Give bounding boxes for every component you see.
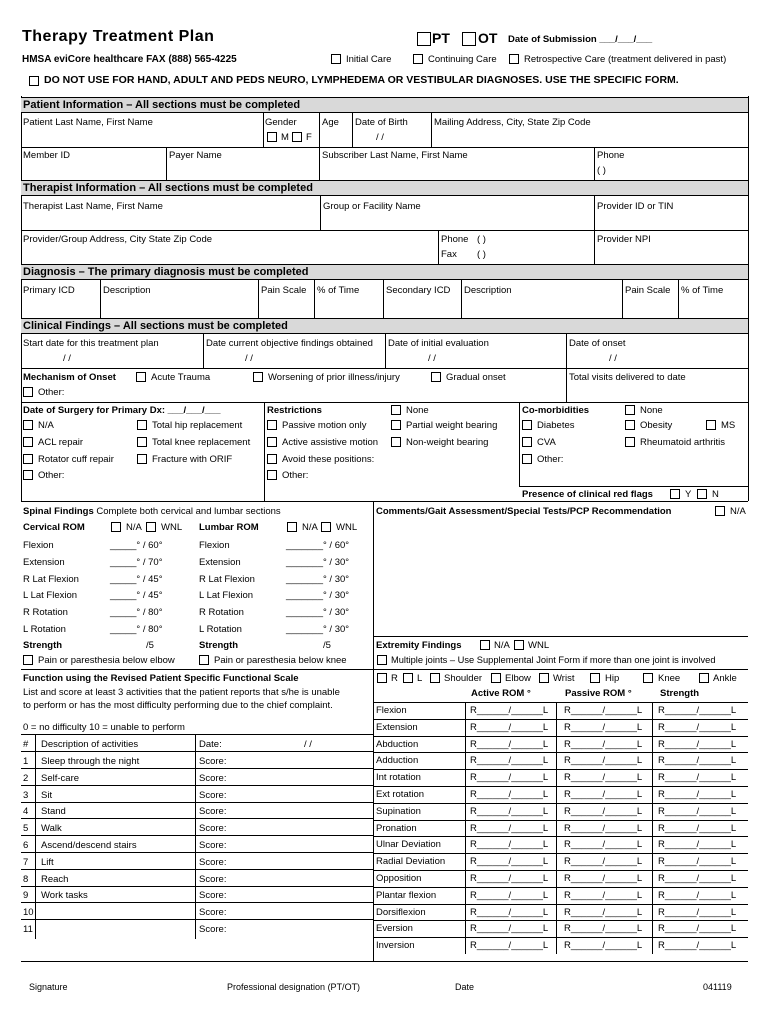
current-findings-date-label: Date current objective findings obtained [206,338,373,349]
comorbidities-label: Co-morbidities [522,405,590,416]
gender-m-label: M [281,132,289,143]
restrictions-none-checkbox[interactable] [391,405,401,415]
member-id-label: Member ID [23,150,70,161]
psfs-instruction-2: to perform or has the most difficulty performing due to the chief complaint. [23,700,333,711]
joint-elbow-label: Elbow [505,673,531,684]
active-rom-header: Active ROM ° [471,688,531,699]
extremity-heading: Extremity Findings [376,640,462,651]
strength-cell[interactable]: R______/______L [658,705,737,716]
active-rom-cell[interactable]: R______/______L [470,856,549,867]
acute-trauma-checkbox[interactable] [136,372,146,382]
active-rom-cell[interactable]: R______/______L [470,940,549,951]
psfs-row-score[interactable]: Score: [199,924,227,935]
gradual-onset-checkbox[interactable] [431,372,441,382]
active-rom-cell[interactable]: R______/______L [470,772,549,783]
surgery-na-checkbox[interactable] [23,420,33,430]
restrictions-other-checkbox[interactable] [267,470,277,480]
extremity-motion-label: Flexion [376,705,407,716]
fracture-orif-label: Fracture with ORIF [152,454,233,465]
acl-repair-checkbox[interactable] [23,437,33,447]
active-rom-cell[interactable]: R______/______L [470,923,549,934]
designation-label: Professional designation (PT/OT) [227,982,361,992]
footer-date-label: Date [455,982,475,992]
wrist-checkbox[interactable] [539,673,549,683]
obesity-checkbox[interactable] [625,420,635,430]
red-flags-n-checkbox[interactable] [697,489,707,499]
psfs-row-activity[interactable]: Reach [41,874,69,885]
psfs-row-activity[interactable]: Lift [41,857,54,868]
total-knee-label: Total knee replacement [152,437,251,448]
patient-phone-label: Phone [597,150,625,161]
extremity-motion-label: Opposition [376,873,422,884]
cervical-strength-value[interactable]: /5 [146,640,154,651]
worsening-checkbox[interactable] [253,372,263,382]
mechanism-label: Mechanism of Onset [23,372,116,383]
therapist-fax-label: Fax [441,249,457,260]
fax-line: HMSA eviCore healthcare FAX (888) 565-4225 [22,54,237,65]
psfs-row-number: 7 [23,857,29,868]
cervical-row-value[interactable]: _____° / 45° [110,574,163,585]
rotator-cuff-checkbox[interactable] [23,454,33,464]
pain-below-elbow-label: Pain or paresthesia below elbow [38,655,175,666]
therapist-name-label: Therapist Last Name, First Name [23,201,163,212]
partial-weight-checkbox[interactable] [391,420,401,430]
psfs-row-number: 11 [23,924,33,935]
start-date-slashes[interactable]: / / [63,353,71,364]
start-date-label: Start date for this treatment plan [23,338,159,349]
pt-checkbox[interactable] [417,32,431,46]
retrospective-care-label: Retrospective Care (treatment delivered in past) [524,54,727,65]
comments-na-checkbox[interactable] [715,506,725,516]
psfs-date-label: Date: [199,739,222,750]
side-l-checkbox[interactable] [403,673,413,683]
psfs-row-score[interactable]: Score: [199,857,227,868]
cervical-row-value[interactable]: _____° / 60° [110,540,163,551]
warning-checkbox [29,76,39,86]
cervical-wnl-label: WNL [161,522,183,533]
mechanism-other-checkbox[interactable] [23,387,33,397]
strength-header: Strength [660,688,700,699]
ot-checkbox[interactable] [462,32,476,46]
strength-cell[interactable]: R______/______L [658,722,737,733]
joint-hip-label: Hip [605,673,620,684]
cva-checkbox[interactable] [522,437,532,447]
diabetes-checkbox[interactable] [522,420,532,430]
passive-rom-cell[interactable]: R______/______L [564,923,643,934]
mechanism-other-label: Other: [38,387,65,398]
extremity-wnl-label: WNL [528,640,550,651]
cervical-na-checkbox[interactable] [111,522,121,532]
psfs-row-score[interactable]: Score: [199,840,227,851]
joint-knee-label: Knee [658,673,681,684]
initial-eval-label: Date of initial evaluation [388,338,489,349]
strength-cell[interactable]: R______/______L [658,923,737,934]
extremity-motion-label: Abduction [376,739,419,750]
psfs-row-activity[interactable]: Stand [41,806,66,817]
provider-id-label: Provider ID or TIN [597,201,674,212]
lumbar-row-value[interactable]: _______° / 30° [286,624,350,635]
joint-wrist-label: Wrist [553,673,575,684]
cervical-strength-label: Strength [23,640,63,651]
signature-label: Signature [29,982,68,992]
total-hip-label: Total hip replacement [152,420,243,431]
gender-f-checkbox[interactable] [292,132,302,142]
passive-rom-cell[interactable]: R______/______L [564,839,643,850]
surgery-other-label: Other: [38,470,65,481]
therapist-section-heading: Therapist Information – All sections must be completed [21,180,748,196]
psfs-row-score[interactable]: Score: [199,773,227,784]
pain-below-knee-checkbox[interactable] [199,655,209,665]
psfs-row-number: 10 [23,907,34,918]
multiple-joints-checkbox[interactable] [377,655,387,665]
payer-name-label: Payer Name [169,150,222,161]
extremity-na-checkbox[interactable] [480,640,490,650]
gender-label: Gender [265,117,297,128]
psfs-row-activity[interactable]: Walk [41,823,62,834]
extremity-motion-label: Radial Deviation [376,856,446,867]
lumbar-wnl-label: WNL [336,522,358,533]
passive-rom-cell[interactable]: R______/______L [564,806,643,817]
avoid-positions-label: Avoid these positions: [282,454,375,465]
strength-cell[interactable]: R______/______L [658,890,737,901]
lumbar-rom-label: Lumbar ROM [199,522,259,533]
age-label: Age [322,117,339,128]
therapist-phone-paren[interactable]: ( ) [477,234,486,245]
primary-icd-label: Primary ICD [23,285,75,296]
surgery-other-checkbox[interactable] [23,470,33,480]
passive-rom-header: Passive ROM ° [565,688,632,699]
active-assistive-label: Active assistive motion [282,437,379,448]
secondary-icd-label: Secondary ICD [386,285,451,296]
gender-f-label: F [306,132,312,143]
secondary-description-label: Description [464,285,512,296]
strength-cell[interactable]: R______/______L [658,839,737,850]
multiple-joints-label: Multiple joints – Use Supplemental Joint Form if more than one joint is involved [391,655,716,665]
ms-checkbox[interactable] [706,420,716,430]
strength-cell[interactable]: R______/______L [658,940,737,951]
cervical-row-label: L Rotation [23,624,66,635]
patient-name-label: Patient Last Name, First Name [23,117,153,128]
dob-slashes[interactable]: / / [376,132,384,143]
passive-rom-cell[interactable]: R______/______L [564,722,643,733]
diabetes-label: Diabetes [537,420,575,431]
rheumatoid-label: Rheumatoid arthritis [640,437,726,448]
lumbar-wnl-checkbox[interactable] [321,522,331,532]
psfs-row-number: 4 [23,806,29,817]
lumbar-strength-label: Strength [199,640,239,651]
psfs-row-number: 8 [23,874,29,885]
passive-rom-cell[interactable]: R______/______L [564,856,643,867]
continuing-care-label: Continuing Care [428,54,497,65]
active-rom-cell[interactable]: R______/______L [470,890,549,901]
lumbar-row-label: Flexion [199,540,230,551]
lumbar-row-label: R Lat Flexion [199,574,255,585]
dob-label: Date of Birth [355,117,408,128]
extremity-motion-label: Plantar flexion [376,890,437,901]
side-l-label: L [417,673,423,684]
surgery-date-label: Date of Surgery for Primary Dx: ___/___/___ [23,405,221,416]
extremity-na-label: N/A [494,640,510,651]
spinal-heading-sub: Complete both cervical and lumbar sections [96,506,281,517]
primary-pain-scale-label: Pain Scale [261,285,307,296]
psfs-row-activity[interactable]: Sit [41,790,53,801]
elbow-checkbox[interactable] [491,673,501,683]
pain-below-knee-label: Pain or paresthesia below knee [214,655,347,666]
strength-cell[interactable]: R______/______L [658,755,737,766]
onset-date-label: Date of onset [569,338,626,349]
group-facility-label: Group or Facility Name [323,201,421,212]
extremity-motion-label: Dorsiflexion [376,907,426,918]
surgery-na-label: N/A [38,420,54,431]
extremity-motion-label: Ulnar Deviation [376,839,441,850]
strength-cell[interactable]: R______/______L [658,772,737,783]
cervical-row-value[interactable]: _____° / 70° [110,557,163,568]
form-code: 041119 [703,982,732,992]
passive-rom-cell[interactable]: R______/______L [564,873,643,884]
passive-rom-cell[interactable]: R______/______L [564,789,643,800]
fracture-orif-checkbox[interactable] [137,454,147,464]
restrictions-none-label: None [406,405,429,416]
passive-rom-cell[interactable]: R______/______L [564,755,643,766]
psfs-scale: 0 = no difficulty 10 = unable to perform [23,722,185,733]
red-flags-n-label: N [712,489,719,500]
lumbar-na-checkbox[interactable] [287,522,297,532]
cervical-row-label: R Rotation [23,607,68,618]
pt-label: PT [432,30,450,46]
red-flags-y-checkbox[interactable] [670,489,680,499]
strength-cell[interactable]: R______/______L [658,789,737,800]
obesity-label: Obesity [640,420,673,431]
cervical-na-label: N/A [126,522,142,533]
secondary-pain-scale-label: Pain Scale [625,285,671,296]
cervical-row-value[interactable]: _____° / 80° [110,624,163,635]
strength-cell[interactable]: R______/______L [658,873,737,884]
initial-care-label: Initial Care [346,54,392,65]
red-flags-y-label: Y [685,489,692,500]
comments-label: Comments/Gait Assessment/Special Tests/PCP Recommendation [376,506,672,517]
passive-rom-cell[interactable]: R______/______L [564,705,643,716]
cervical-row-label: L Lat Flexion [23,590,78,601]
initial-eval-slashes[interactable]: / / [428,353,436,364]
strength-cell[interactable]: R______/______L [658,907,737,918]
passive-rom-cell[interactable]: R______/______L [564,907,643,918]
strength-cell[interactable]: R______/______L [658,739,737,750]
psfs-instruction-1: List and score at least 3 activities that the patient reports that s/he is unable [23,687,340,698]
mailing-address-label: Mailing Address, City, State Zip Code [434,117,591,128]
secondary-pct-time-label: % of Time [681,285,724,296]
patient-phone-paren[interactable]: ( ) [597,165,606,176]
active-rom-cell[interactable]: R______/______L [470,789,549,800]
clinical-section-heading: Clinical Findings – All sections must be completed [21,318,748,334]
retrospective-care-checkbox[interactable] [509,54,519,64]
passive-motion-label: Passive motion only [282,420,367,431]
continuing-care-checkbox[interactable] [413,54,423,64]
extremity-motion-label: Adduction [376,755,419,766]
active-rom-cell[interactable]: R______/______L [470,907,549,918]
gradual-onset-label: Gradual onset [446,372,506,383]
cervical-wnl-checkbox[interactable] [146,522,156,532]
psfs-row-score[interactable]: Score: [199,756,227,767]
active-rom-cell[interactable]: R______/______L [470,839,549,850]
total-knee-checkbox[interactable] [137,437,147,447]
spinal-heading: Spinal Findings [23,506,94,517]
restrictions-other-label: Other: [282,470,309,481]
rotator-cuff-label: Rotator cuff repair [38,454,114,465]
extremity-motion-label: Ext rotation [376,789,425,800]
total-hip-checkbox[interactable] [137,420,147,430]
strength-cell[interactable]: R______/______L [658,856,737,867]
psfs-row-score[interactable]: Score: [199,890,227,901]
joint-shoulder-label: Shoulder [444,673,483,684]
lumbar-strength-value[interactable]: /5 [323,640,331,651]
provider-npi-label: Provider NPI [597,234,651,245]
psfs-hash: # [23,739,29,750]
rheumatoid-checkbox[interactable] [625,437,635,447]
psfs-row-number: 1 [23,756,29,767]
passive-rom-cell[interactable]: R______/______L [564,890,643,901]
extremity-motion-label: Int rotation [376,772,421,783]
total-visits-label: Total visits delivered to date [569,372,686,383]
psfs-row-number: 2 [23,773,29,784]
psfs-row-score[interactable]: Score: [199,874,227,885]
cva-label: CVA [537,437,556,448]
cervical-row-label: Flexion [23,540,54,551]
lumbar-row-value[interactable]: _______° / 30° [286,607,350,618]
non-weight-label: Non-weight bearing [406,437,489,448]
primary-pct-time-label: % of Time [317,285,360,296]
active-assistive-checkbox[interactable] [267,437,277,447]
cervical-row-label: Extension [23,557,65,568]
diagnosis-section-heading: Diagnosis – The primary diagnosis must be completed [21,264,748,280]
red-flags-label: Presence of clinical red flags [522,489,653,500]
lumbar-na-label: N/A [302,522,318,533]
comorbid-other-checkbox[interactable] [522,454,532,464]
active-rom-cell[interactable]: R______/______L [470,705,549,716]
form-title: Therapy Treatment Plan [22,28,215,45]
psfs-row-activity[interactable]: Work tasks [41,890,88,901]
psfs-date-slashes[interactable]: / / [304,739,312,750]
avoid-positions-checkbox[interactable] [267,454,277,464]
psfs-row-score[interactable]: Score: [199,907,227,918]
passive-rom-cell[interactable]: R______/______L [564,823,643,834]
extremity-motion-label: Inversion [376,940,415,951]
hip-checkbox[interactable] [590,673,600,683]
comorbid-none-label: None [640,405,663,416]
psfs-row-score[interactable]: Score: [199,823,227,834]
psfs-row-score[interactable]: Score: [199,790,227,801]
active-rom-cell[interactable]: R______/______L [470,755,549,766]
psfs-row-activity[interactable]: Sleep through the night [41,756,140,767]
non-weight-checkbox[interactable] [391,437,401,447]
comorbid-other-label: Other: [537,454,564,465]
psfs-heading: Function using the Revised Patient Specific Functional Scale [23,673,299,684]
joint-ankle-label: Ankle [713,673,737,684]
active-rom-cell[interactable]: R______/______L [470,722,549,733]
patient-section-heading: Patient Information – All sections must be completed [21,97,748,113]
lumbar-row-label: Extension [199,557,241,568]
partial-weight-label: Partial weight bearing [406,420,498,431]
psfs-desc-header: Description of activities [41,739,139,750]
passive-rom-cell[interactable]: R______/______L [564,772,643,783]
active-rom-cell[interactable]: R______/______L [470,873,549,884]
strength-cell[interactable]: R______/______L [658,806,737,817]
passive-rom-cell[interactable]: R______/______L [564,739,643,750]
lumbar-row-label: L Rotation [199,624,242,635]
lumbar-row-value[interactable]: _______° / 60° [286,540,350,551]
lumbar-row-label: R Rotation [199,607,244,618]
active-rom-cell[interactable]: R______/______L [470,739,549,750]
onset-date-slashes[interactable]: / / [609,353,617,364]
strength-cell[interactable]: R______/______L [658,823,737,834]
provider-address-label: Provider/Group Address, City State Zip Code [23,234,213,245]
shoulder-checkbox[interactable] [430,673,440,683]
active-rom-cell[interactable]: R______/______L [470,806,549,817]
lumbar-row-value[interactable]: _______° / 30° [286,574,350,585]
passive-motion-checkbox[interactable] [267,420,277,430]
gender-m-checkbox[interactable] [267,132,277,142]
side-r-label: R [391,673,398,684]
date-of-submission[interactable]: Date of Submission ___/___/___ [508,34,653,45]
psfs-row-number: 3 [23,790,29,801]
comments-na-label: N/A [730,506,746,517]
cervical-rom-label: Cervical ROM [23,522,85,533]
psfs-row-score[interactable]: Score: [199,806,227,817]
cervical-row-label: R Lat Flexion [23,574,79,585]
acute-trauma-label: Acute Trauma [151,372,211,383]
side-r-checkbox[interactable] [377,673,387,683]
cervical-row-value[interactable]: _____° / 45° [110,590,163,601]
extremity-wnl-checkbox[interactable] [514,640,524,650]
subscriber-label: Subscriber Last Name, First Name [322,150,468,161]
psfs-row-number: 9 [23,890,29,901]
initial-care-checkbox[interactable] [331,54,341,64]
warning-text: DO NOT USE FOR HAND, ADULT AND PEDS NEURO, LYMPHEDEMA OR VESTIBULAR DIAGNOSES. USE THE SPECIFIC FORM. [44,74,679,86]
ot-label: OT [478,30,498,46]
psfs-row-number: 5 [23,823,29,834]
active-rom-cell[interactable]: R______/______L [470,823,549,834]
ms-label: MS [721,420,736,431]
extremity-motion-label: Eversion [376,923,413,934]
ankle-checkbox[interactable] [699,673,709,683]
comorbid-none-checkbox[interactable] [625,405,635,415]
extremity-motion-label: Extension [376,722,418,733]
psfs-row-activity[interactable]: Self-care [41,773,80,784]
knee-checkbox[interactable] [643,673,653,683]
passive-rom-cell[interactable]: R______/______L [564,940,643,951]
acl-repair-label: ACL repair [38,437,84,448]
restrictions-label: Restrictions [267,405,322,416]
therapist-fax-paren[interactable]: ( ) [477,249,486,260]
lumbar-row-value[interactable]: _______° / 30° [286,557,350,568]
lumbar-row-label: L Lat Flexion [199,590,254,601]
extremity-motion-label: Pronation [376,823,417,834]
primary-description-label: Description [103,285,151,296]
psfs-row-activity[interactable]: Ascend/descend stairs [41,840,137,851]
pain-below-elbow-checkbox[interactable] [23,655,33,665]
current-findings-slashes[interactable]: / / [245,353,253,364]
worsening-label: Worsening of prior illness/injury [268,372,400,383]
psfs-row-number: 6 [23,840,29,851]
extremity-motion-label: Supination [376,806,421,817]
cervical-row-value[interactable]: _____° / 80° [110,607,163,618]
lumbar-row-value[interactable]: _______° / 30° [286,590,350,601]
therapist-phone-label: Phone [441,234,469,245]
